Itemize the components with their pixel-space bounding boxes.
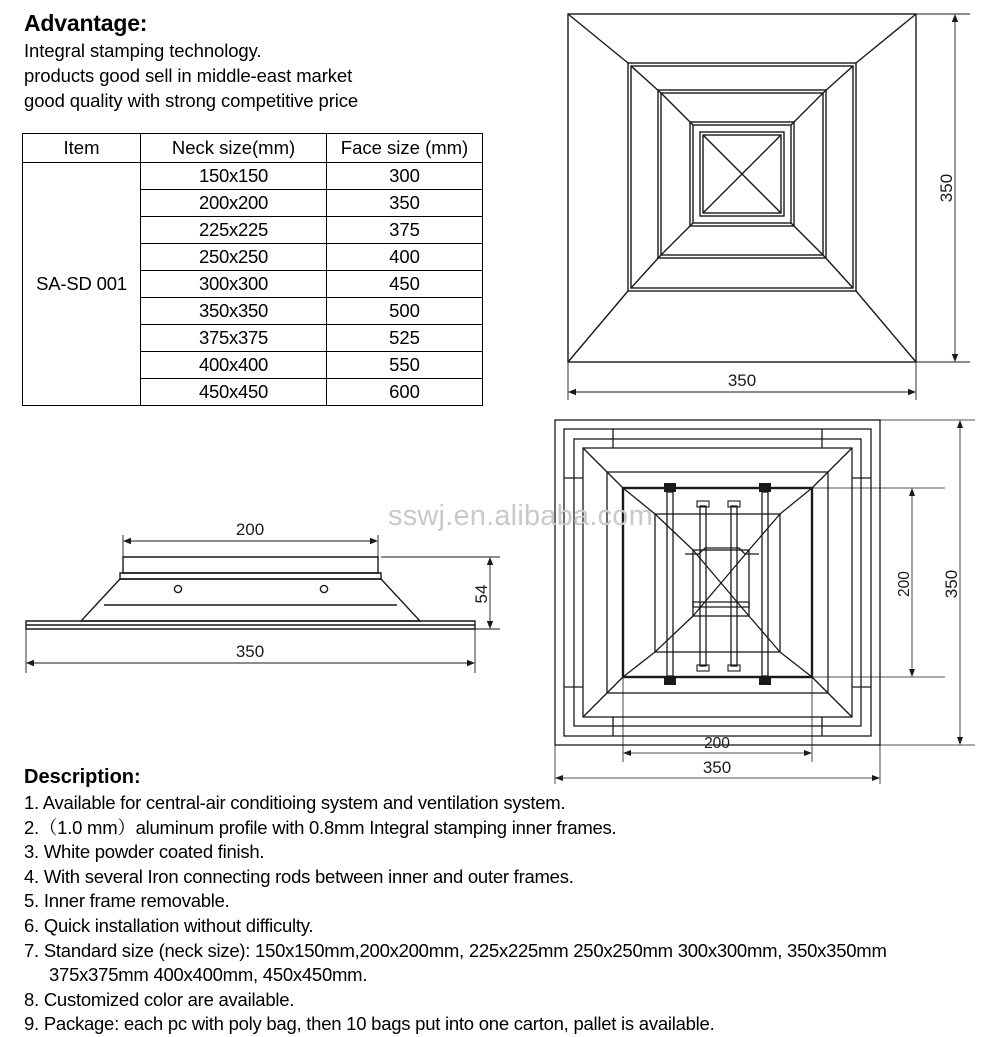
rear-view-neck-width-dimension: 200: [704, 735, 730, 752]
rear-view-face-width-dimension: 350: [702, 758, 732, 777]
cell-face-size: 375: [327, 217, 483, 244]
table-row: [23, 163, 483, 190]
cell-neck-size: 250x250: [141, 244, 327, 271]
description-item: 8. Customized color are available.: [24, 988, 295, 1010]
description-item: 3. White powder coated finish.: [24, 841, 265, 863]
description-item: 2.（1.0 mm）aluminum profile with 0.8mm Integral stamping inner frames.: [24, 816, 617, 838]
description-list: [24, 791, 999, 1037]
cell-face-size: 350: [327, 190, 483, 217]
advantage-title: Advantage:: [24, 10, 148, 36]
description-item: 1. Available for central-air conditioing system and ventilation system.: [24, 792, 566, 813]
cell-neck-size: 400x400: [141, 352, 327, 379]
advantage-line-1: Integral stamping technology.: [24, 40, 262, 61]
description-item: 375x375mm 400x400mm, 450x450mm.: [49, 964, 368, 986]
cell-face-size: 450: [327, 271, 483, 298]
description-item: 7. Standard size (neck size): 150x150mm,200x200mm, 225x225mm 250x250mm 300x300mm, 350x350mm: [24, 939, 887, 961]
column-header-face-size: Face size (mm): [327, 134, 483, 163]
description-item: 9. Package: each pc with poly bag, then 10 bags put into one carton, pallet is available.: [24, 1013, 715, 1035]
rear-view-face-height-dimension: 350: [942, 569, 961, 599]
cell-item-code: SA-SD 001: [23, 163, 141, 406]
side-view-face-dimension: 350: [235, 642, 265, 661]
cell-face-size: 500: [327, 298, 483, 325]
advantage-line-3: good quality with strong competitive price: [24, 90, 359, 111]
advantage-line-2: products good sell in middle-east market: [24, 65, 353, 86]
description-item: 5. Inner frame removable.: [24, 890, 230, 912]
cell-neck-size: 375x375: [141, 325, 327, 352]
description-block: [24, 764, 999, 1037]
cell-neck-size: 300x300: [141, 271, 327, 298]
table-header-row: [23, 134, 483, 163]
column-header-item: Item: [23, 134, 141, 163]
rear-view-neck-height-dimension: 200: [896, 571, 913, 597]
cell-face-size: 550: [327, 352, 483, 379]
advantage-block: [24, 8, 494, 113]
description-item: 4. With several Iron connecting rods between inner and outer frames.: [24, 865, 574, 887]
side-view-drawing: [0, 495, 530, 690]
front-view-height-dimension: 350: [937, 173, 956, 203]
front-view-drawing: [540, 0, 1000, 417]
side-view-neck-dimension: 200: [235, 520, 265, 539]
cell-face-size: 400: [327, 244, 483, 271]
cell-face-size: 600: [327, 379, 483, 406]
front-view-width-dimension: 350: [727, 371, 757, 390]
column-header-neck-size: Neck size(mm): [141, 134, 327, 163]
description-title: Description:: [24, 766, 141, 788]
specification-table: [22, 133, 483, 406]
watermark-text: sswj.en.alibaba.com: [388, 500, 653, 532]
cell-neck-size: 350x350: [141, 298, 327, 325]
cell-face-size: 525: [327, 325, 483, 352]
cell-neck-size: 450x450: [141, 379, 327, 406]
cell-neck-size: 225x225: [141, 217, 327, 244]
cell-neck-size: 150x150: [141, 163, 327, 190]
cell-neck-size: 200x200: [141, 190, 327, 217]
description-item: 6. Quick installation without difficulty.: [24, 914, 314, 936]
cell-face-size: 300: [327, 163, 483, 190]
rear-view-drawing: [545, 412, 1000, 802]
side-view-depth-dimension: 54: [472, 584, 491, 604]
